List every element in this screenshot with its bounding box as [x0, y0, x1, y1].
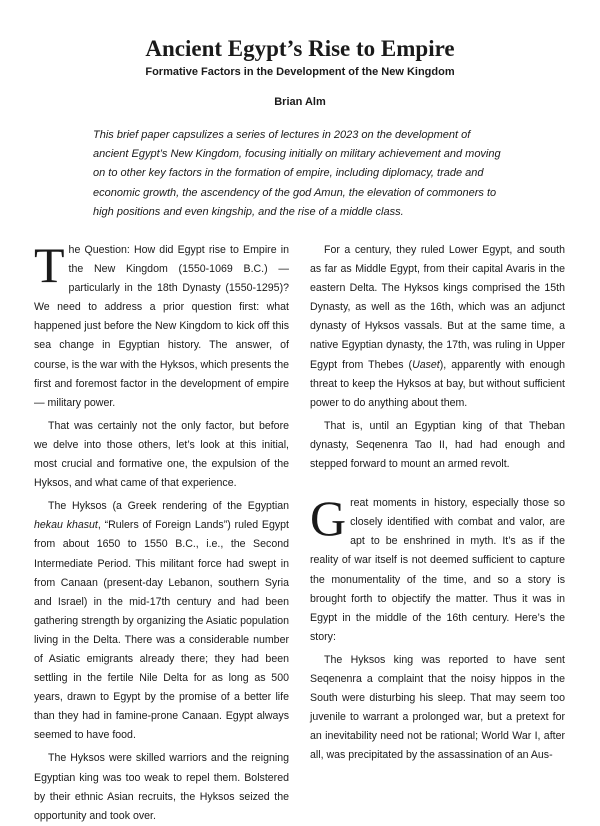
paragraph-5 [310, 241, 565, 413]
paragraph-5-text-a: For a century, they ruled Lower Egypt, and south as far as Middle Egypt, from their capital Avaris in the eastern Delta. The Hyksos kings comprised the 15th Dynasty, as well as the 16th, which was an adjunct dynasty of Hyksos vassals. But at the same time, a native Egyptian dynasty, the 17th, was ruling in Upper Egypt from Thebes ( [310, 244, 565, 371]
paragraph-1-text: he Question: How did Egypt rise to Empire in the New Kingdom (1550-1069 B.C.) — particularly in the 18th Dynasty (1550-1295)? We need to address a prior question first: what happened just before the New Kingdom to kick off this sea change in Egyptian history. The answer, of course, is the war with the Hyksos, which presents the first and foremost factor in the development of empire — military power. [34, 244, 289, 409]
paragraph-7-text: reat moments in history, especially those so closely identified with combat and valor, are apt to be enshrined in myth. It’s as if the reality of war itself is not deemed sufficient to capture the monumentality of the time, and so a story is brought forth to objectify the matter. Thus it was in Egypt in the middle of the 16th century. Here’s the story: [310, 497, 565, 643]
paragraph-5-italic: Uaset [412, 358, 440, 371]
body-column-right [310, 241, 565, 761]
paper-title: Ancient Egypt’s Rise to Empire [145, 36, 455, 61]
paragraph-3-text-a: The Hyksos (a Greek rendering of the Egyptian [48, 500, 289, 513]
paragraph-7 [310, 490, 565, 647]
paragraph-3-text-b: , “Rulers of Foreign Lands”) ruled Egypt from about 1650 to 1550 B.C., i.e., the Second Intermediate Period. This militant force had swept in from Canaan (present-day Lebanon, southern Syria and Israel) in the mid-17th century and had been gathering strength by organizing the Asiatic population living in the Delta. There was a considerable number of Asiatic emigrants already there; they had been settling in the fertile Nile Delta for as long as 500 years, drawn to Egypt by the promise of a better life than they had in famine-prone Canaan. Egypt always seemed to have food. [34, 519, 289, 742]
paragraph-8: The Hyksos king was reported to have sent Seqenenra a complaint that the noisy hippos in the South were disturbing his sleep. That may seem too juvenile to warrant a prolonged war, but a pretext for an inevitability need not be rational; World War I, after all, was precipitated by the assassination of an Aus- [310, 653, 565, 762]
paper-subtitle: Formative Factors in the Development of the New Kingdom [145, 66, 455, 78]
paragraph-1 [34, 237, 289, 413]
body-column-left [34, 237, 289, 822]
paragraph-6: That is, until an Egyptian king of that Theban dynasty, Seqenenra Tao II, had had enough and stepped forward to mount an armed revolt. [310, 419, 565, 471]
paragraph-4: The Hyksos were skilled warriors and the reigning Egyptian king was too weak to repel them. Bolstered by their ethnic Asian recruits, the Hyksos seized the opportunity and took over. [34, 752, 289, 822]
drop-cap: G [310, 490, 347, 547]
abstract: This brief paper capsulizes a series of lectures in 2023 on the development of ancient Egypt’s New Kingdom, focusing initially on military achievement and moving on to other key factors in the formation of empire, including diplomacy, trade and economic growth, the ascendency of the god Amun, the elevation of commoners to high positions and even kingship, and the rise of a middle class. [93, 129, 501, 218]
drop-cap: T [34, 237, 65, 293]
paragraph-2: That was certainly not the only factor, but before we delve into those others, let’s look at this initial, most crucial and formative one, the expulsion of the Hyksos, and what came of that experience. [34, 419, 289, 490]
paragraph-5-text-b: ), apparently with enough threat to keep the Hyksos at bay, but without sufficient power to do anything about them. [310, 358, 565, 409]
paragraph-3-italic: hekau khasut [34, 519, 98, 532]
author-name: Brian Alm [274, 96, 326, 108]
section-gap [310, 478, 565, 494]
paragraph-3 [34, 497, 289, 745]
